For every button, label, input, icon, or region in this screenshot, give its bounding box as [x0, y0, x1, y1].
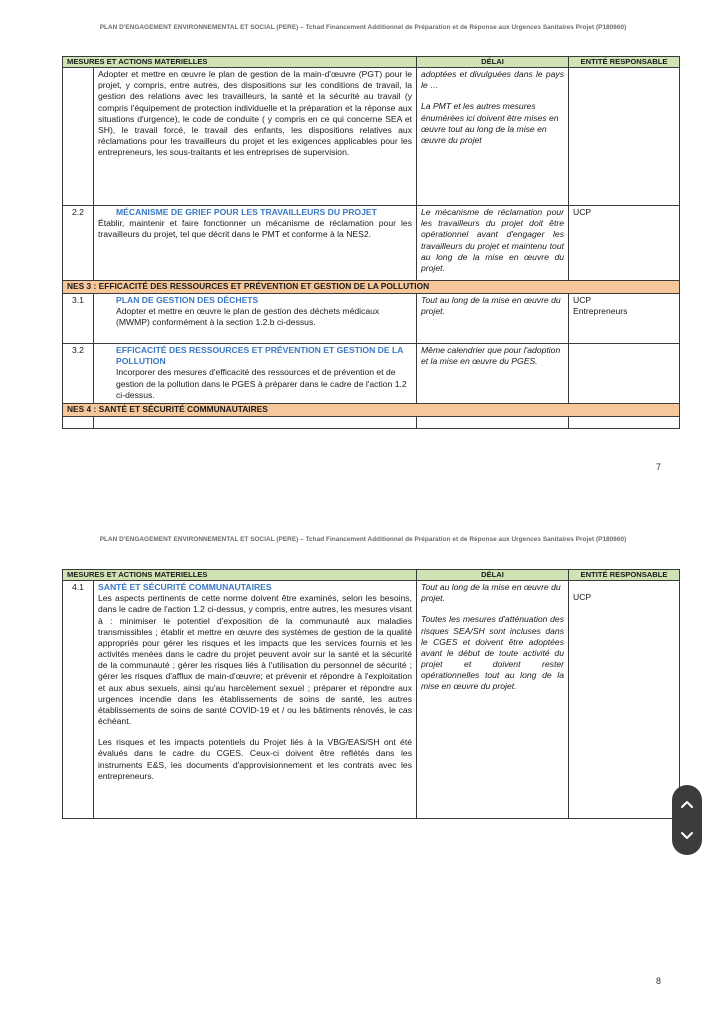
entite-cell [569, 344, 680, 404]
row-number: 3.2 [63, 344, 94, 404]
entite-cell [569, 68, 680, 206]
mesure-cell [94, 344, 417, 404]
chevron-up-icon [680, 799, 694, 809]
page-number: 7 [656, 462, 662, 472]
entite-text: Entrepreneurs [573, 306, 628, 317]
delai-cell: Même calendrier que pour l'adoption et la mise en œuvre du PGES. [417, 344, 569, 404]
delai-text: La PMT et les autres mesures énumérées ici doivent être mises en œuvre tout au long de la mise en œuvre du projet [421, 101, 559, 145]
commitments-table [62, 56, 680, 429]
page-header: PLAN D'ENGAGEMENT ENVIRONNEMENTAL ET SOCIAL (PERE) – Tchad Financement Additionnel de Préparation et de Réponse aux Urgences Sanitaires Projet (P180660) [99, 536, 627, 543]
header-delai: DÉLAI [417, 57, 569, 68]
table-row [63, 206, 680, 281]
scroll-control [672, 785, 702, 855]
mesure-text: Adopter et mettre en œuvre le plan de gestion de la main-d'œuvre (PGT) pour le projet, y compris, entre autres, des dispositions sur les conditions de travail, la gestion des relations avec les travailleurs, la santé et la sécurité au travail (y compris l'équipement de protection individuelle et la préparation et la réponse aux situations d'urgence), le code de conduite ( y compris en ce qui concerne SEA et SH), le travail forcé, le travail des enfants, les dispositions relatives aux réclamations pour les travailleurs du projet et les exigences applicables pour les entrepreneurs, les sous-traitants et les entreprises de supervision. [98, 69, 412, 158]
scroll-down-button[interactable] [672, 820, 702, 852]
table-row [63, 417, 680, 429]
section-title: NES 4 : SANTÉ ET SÉCURITÉ COMMUNAUTAIRES [63, 404, 680, 417]
mesure-text: Établir, maintenir et faire fonctionner un mécanisme de réclamation pour les travailleurs du projet, tel que décrit dans le PMT et conforme à la NES2. [98, 218, 412, 240]
scroll-up-button[interactable] [672, 788, 702, 820]
mesure-cell [94, 581, 417, 819]
mesure-text: Les aspects pertinents de cette norme doivent être examinés, selon les besoins, dans le cadre de l'action 1.2 ci-dessus, y compris, entre autres, les mesures visant à : minimiser le potentiel d'exposition de la communauté aux maladies transmissibles ; établir et mettre en œuvre des systèmes de gestion de la qualité appropriés pour gérer les risques et les impacts que les services fournis et les activités menées dans le cadre du projet peuvent avoir sur la santé et la sécurité de la communauté ; gérer les risques liés à l'utilisation du personnel de sécurité ; gérer les risques d'afflux de main-d'œuvre; et prévenir et répondre à l'exploitation et aux abus sexuels, ainsi qu'au harcèlement sexuel ; préparer et répondre aux urgences incendie dans les établissements de soins de santé, les autres établissements de soins de santé COVID-19 et / ou les bâtiments rénovés, le cas échéant. [98, 593, 412, 727]
table-row [63, 294, 680, 344]
header-entite: ENTITÉ RESPONSABLE [569, 570, 680, 581]
delai-text: adoptées et divulguées dans le pays le … [421, 69, 564, 91]
entite-text: UCP [573, 295, 592, 305]
mesure-cell [94, 206, 417, 281]
mesure-text: Adopter et mettre en œuvre le plan de gestion des déchets médicaux (MWMP) conformément à la section 1.2.b ci-dessus. [116, 306, 380, 328]
chevron-down-icon [680, 831, 694, 841]
table-row [63, 344, 680, 404]
delai-text: Toutes les mesures d'atténuation des risques SEA/SH sont incluses dans le CGES et doivent être adoptées avant le début de toute activité du projet et doivent rester opérationnelles tout au long de la mise en œuvre du projet. [421, 614, 564, 692]
delai-cell [417, 417, 569, 429]
entite-cell [569, 294, 680, 344]
section-title: NES 3 : EFFICACITÉ DES RESSOURCES ET PRÉVENTION ET GESTION DE LA POLLUTION [63, 281, 680, 294]
row-title: SANTÉ ET SÉCURITÉ COMMUNAUTAIRES [98, 582, 272, 592]
mesure-text: Incorporer des mesures d'efficacité des ressources et de prévention et de gestion de la pollution dans le PGES à préparer dans le cadre de l'action 1.2 ci-dessus. [116, 367, 407, 400]
table-row [63, 581, 680, 819]
page-header: PLAN D'ENGAGEMENT ENVIRONNEMENTAL ET SOCIAL (PERE) – Tchad Financement Additionnel de Préparation et de Réponse aux Urgences Sanitaires Projet (P180660) [99, 24, 627, 31]
table-header-row [63, 57, 680, 68]
delai-cell [417, 581, 569, 819]
mesure-cell [94, 68, 417, 206]
header-delai: DÉLAI [417, 570, 569, 581]
entite-cell [569, 581, 680, 819]
table-row [63, 68, 680, 206]
row-title: MÉCANISME DE GRIEF POUR LES TRAVAILLEURS DU PROJET [116, 207, 377, 217]
delai-cell [417, 68, 569, 206]
row-title: PLAN DE GESTION DES DÉCHETS [116, 295, 259, 305]
entite-cell [569, 417, 680, 429]
row-number: 2.2 [63, 206, 94, 281]
header-mesures: MESURES ET ACTIONS MATERIELLES [63, 57, 417, 68]
header-entite: ENTITÉ RESPONSABLE [569, 57, 680, 68]
mesure-text: Les risques et les impacts potentiels du Projet liés à la VBG/EAS/SH ont été évalués dans le cadre du CGES. Ceux-ci doivent être reflétés dans les instruments E&S, les documents d'approvisionnement et les contrats avec les entrepreneurs. [98, 737, 412, 781]
mesure-cell [94, 417, 417, 429]
row-number [63, 417, 94, 429]
row-number [63, 68, 94, 206]
table-header-row [63, 570, 680, 581]
entite-cell: UCP [569, 206, 680, 281]
row-title: EFFICACITÉ DES RESSOURCES ET PRÉVENTION ET GESTION DE LA POLLUTION [116, 345, 404, 367]
entite-text: UCP [573, 592, 592, 602]
header-mesures: MESURES ET ACTIONS MATERIELLES [63, 570, 417, 581]
section-row-nes4 [63, 404, 680, 417]
mesure-cell [94, 294, 417, 344]
section-row-nes3 [63, 281, 680, 294]
delai-cell: Tout au long de la mise en œuvre du projet. [417, 294, 569, 344]
row-number: 3.1 [63, 294, 94, 344]
delai-text: Tout au long de la mise en œuvre du projet. [421, 582, 561, 604]
page-number: 8 [656, 976, 662, 986]
commitments-table [62, 569, 680, 819]
row-number: 4.1 [63, 581, 94, 819]
delai-cell: Le mécanisme de réclamation pour les travailleurs du projet doit être opérationnel avant d'engager les travailleurs du projet et maintenu tout au long de la mise en œuvre du projet. [417, 206, 569, 281]
